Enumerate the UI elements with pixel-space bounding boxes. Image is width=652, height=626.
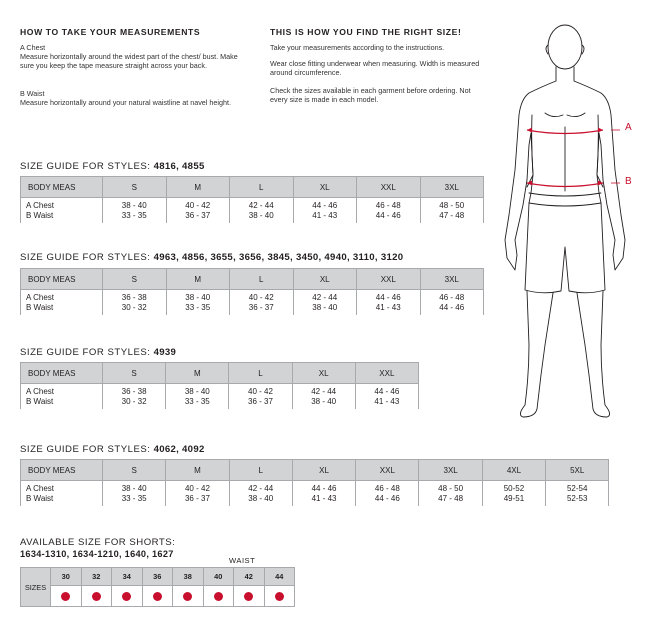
chest-value: 38 - 40 xyxy=(184,387,210,396)
chest-value: 44 - 46 xyxy=(312,201,338,210)
find-size-p3: Check the sizes available in each garment before ordering. Not every size is made in each model. xyxy=(270,86,471,104)
waist-value: 38 - 40 xyxy=(248,211,274,220)
size-header: XXL xyxy=(357,269,421,290)
waist-value: 49-51 xyxy=(503,494,525,503)
waist-value: 52-53 xyxy=(566,494,588,503)
waist-instruction-text: Measure horizontally around your natural waistline at navel height. xyxy=(20,98,231,107)
header-body-meas: BODY MEAS xyxy=(21,363,103,384)
waist-instruction-title: B Waist xyxy=(20,89,45,98)
chest-value: 46 - 48 xyxy=(375,201,401,210)
shorts-styles: 1634-1310, 1634-1210, 1640, 1627 xyxy=(20,549,174,559)
waist-value: 41 - 43 xyxy=(312,211,338,220)
row-label-waist: B Waist xyxy=(26,211,54,220)
waist-value: 38 - 40 xyxy=(248,494,274,503)
waist-value: 33 - 35 xyxy=(184,397,210,406)
shorts-size-table xyxy=(20,567,295,607)
size-header: L xyxy=(229,460,292,481)
guide-1-title: SIZE GUIDE FOR STYLES: 4816, 4855 xyxy=(20,161,205,172)
chest-value: 44 - 46 xyxy=(375,293,401,302)
chest-marker-label: A xyxy=(625,122,632,133)
size-header: S xyxy=(103,363,166,384)
row-label-waist: B Waist xyxy=(26,494,54,503)
availability-cell xyxy=(81,586,112,607)
availability-cell xyxy=(112,586,143,607)
availability-cell xyxy=(142,586,173,607)
waist-size: 44 xyxy=(264,568,295,586)
chest-value: 40 - 42 xyxy=(248,387,273,396)
chest-value: 48 - 50 xyxy=(438,484,464,493)
header-body-meas: BODY MEAS xyxy=(21,177,103,198)
waist-value: 47 - 48 xyxy=(438,494,464,503)
waist-value: 30 - 32 xyxy=(121,397,147,406)
size-header: 5XL xyxy=(546,460,609,481)
size-header: 3XL xyxy=(419,460,482,481)
size-header: 3XL xyxy=(420,177,484,198)
measurements-heading: HOW TO TAKE YOUR MEASUREMENTS xyxy=(20,27,201,37)
chest-value: 38 - 40 xyxy=(185,293,211,302)
size-header: L xyxy=(229,363,292,384)
guide-2-title: SIZE GUIDE FOR STYLES: 4963, 4856, 3655, 3656, 3845, 3450, 4940, 3110, 3120 xyxy=(20,252,404,263)
available-dot-icon xyxy=(275,592,284,601)
size-header: M xyxy=(166,460,229,481)
waist-value: 33 - 35 xyxy=(121,494,147,503)
waist-value: 44 - 46 xyxy=(375,211,401,220)
chest-value: 46 - 48 xyxy=(374,484,400,493)
row-label-waist: B Waist xyxy=(26,303,54,312)
size-guide-2 xyxy=(20,268,484,315)
waist-value: 47 - 48 xyxy=(439,211,465,220)
size-header: XXL xyxy=(356,460,419,481)
waist-value: 44 - 46 xyxy=(439,303,465,312)
available-dot-icon xyxy=(214,592,223,601)
available-dot-icon xyxy=(183,592,192,601)
chest-value: 46 - 48 xyxy=(439,293,465,302)
size-header: XL xyxy=(292,363,355,384)
availability-cell xyxy=(203,586,234,607)
find-size-p1: Take your measurements according to the instructions. xyxy=(270,43,445,52)
waist-size: 32 xyxy=(81,568,112,586)
row-label-chest: A Chest xyxy=(26,387,55,396)
waist-size: 40 xyxy=(203,568,234,586)
shorts-title: AVAILABLE SIZE FOR SHORTS: xyxy=(20,537,176,548)
waist-size: 30 xyxy=(51,568,82,586)
size-header: L xyxy=(230,177,294,198)
size-header: L xyxy=(230,269,294,290)
waist-value: 36 - 37 xyxy=(248,397,273,406)
availability-cell xyxy=(264,586,295,607)
find-size-p2: Wear close fitting underwear when measuring. Width is measured around circumference. xyxy=(270,59,480,77)
chest-value: 52-54 xyxy=(566,484,588,493)
chest-value: 44 - 46 xyxy=(374,387,400,396)
size-header: M xyxy=(166,363,229,384)
waist-value: 41 - 43 xyxy=(374,397,400,406)
size-header: XXL xyxy=(355,363,418,384)
chest-instruction-title: A Chest xyxy=(20,43,46,52)
size-guide-4 xyxy=(20,459,609,506)
guide-4-title: SIZE GUIDE FOR STYLES: 4062, 4092 xyxy=(20,444,205,455)
guide-3-title: SIZE GUIDE FOR STYLES: 4939 xyxy=(20,347,177,358)
chest-value: 38 - 40 xyxy=(121,201,147,210)
available-dot-icon xyxy=(122,592,131,601)
chest-value: 44 - 46 xyxy=(311,484,337,493)
body-figure-illustration xyxy=(495,15,635,425)
waist-size: 38 xyxy=(173,568,204,586)
chest-value: 48 - 50 xyxy=(439,201,465,210)
chest-value: 50-52 xyxy=(503,484,525,493)
chest-instruction-text: Measure horizontally around the widest part of the chest/ bust. Make sure you keep the tape measure straight across your back. xyxy=(20,52,238,70)
available-dot-icon xyxy=(92,592,101,601)
header-body-meas: BODY MEAS xyxy=(21,269,103,290)
chest-value: 42 - 44 xyxy=(311,387,337,396)
size-header: XL xyxy=(293,177,357,198)
chest-value: 42 - 44 xyxy=(312,293,338,302)
size-header: 3XL xyxy=(420,269,484,290)
waist-size: 36 xyxy=(142,568,173,586)
availability-cell xyxy=(51,586,82,607)
row-label-chest: A Chest xyxy=(26,484,55,493)
chest-value: 42 - 44 xyxy=(248,201,274,210)
chest-value: 42 - 44 xyxy=(248,484,274,493)
header-body-meas: BODY MEAS xyxy=(21,460,103,481)
size-header: XXL xyxy=(357,177,421,198)
waist-value: 33 - 35 xyxy=(121,211,147,220)
sizes-row-label: SIZES xyxy=(21,568,51,607)
size-header: M xyxy=(166,177,230,198)
available-dot-icon xyxy=(61,592,70,601)
waist-value: 41 - 43 xyxy=(375,303,401,312)
waist-value: 36 - 37 xyxy=(248,303,274,312)
chest-value: 38 - 40 xyxy=(121,484,147,493)
available-dot-icon xyxy=(244,592,253,601)
row-label-chest: A Chest xyxy=(26,201,55,210)
chest-value: 40 - 42 xyxy=(248,293,274,302)
waist-value: 38 - 40 xyxy=(311,397,337,406)
waist-value: 33 - 35 xyxy=(185,303,211,312)
waist-value: 38 - 40 xyxy=(312,303,338,312)
waist-value: 44 - 46 xyxy=(374,494,400,503)
availability-cell xyxy=(234,586,265,607)
find-size-heading: THIS IS HOW YOU FIND THE RIGHT SIZE! xyxy=(270,27,462,37)
size-header: XL xyxy=(292,460,355,481)
size-header: XL xyxy=(293,269,357,290)
row-label-chest: A Chest xyxy=(26,293,55,302)
waist-size: 42 xyxy=(234,568,265,586)
waist-value: 36 - 37 xyxy=(184,494,210,503)
waist-marker-label: B xyxy=(625,176,632,187)
size-header: S xyxy=(103,460,166,481)
head-outline xyxy=(548,25,582,69)
availability-cell xyxy=(173,586,204,607)
chest-value: 36 - 38 xyxy=(121,293,147,302)
size-guide-3 xyxy=(20,362,419,409)
chest-value: 36 - 38 xyxy=(121,387,147,396)
size-header: S xyxy=(103,269,167,290)
size-header: 4XL xyxy=(482,460,545,481)
waist-value: 30 - 32 xyxy=(121,303,147,312)
waist-value: 36 - 37 xyxy=(185,211,211,220)
waist-label: WAIST xyxy=(229,556,256,565)
size-header: S xyxy=(103,177,167,198)
size-guide-1 xyxy=(20,176,484,223)
chest-value: 40 - 42 xyxy=(185,201,211,210)
waist-size: 34 xyxy=(112,568,143,586)
row-label-waist: B Waist xyxy=(26,397,54,406)
available-dot-icon xyxy=(153,592,162,601)
waist-value: 41 - 43 xyxy=(311,494,337,503)
chest-value: 40 - 42 xyxy=(184,484,210,493)
size-header: M xyxy=(166,269,230,290)
